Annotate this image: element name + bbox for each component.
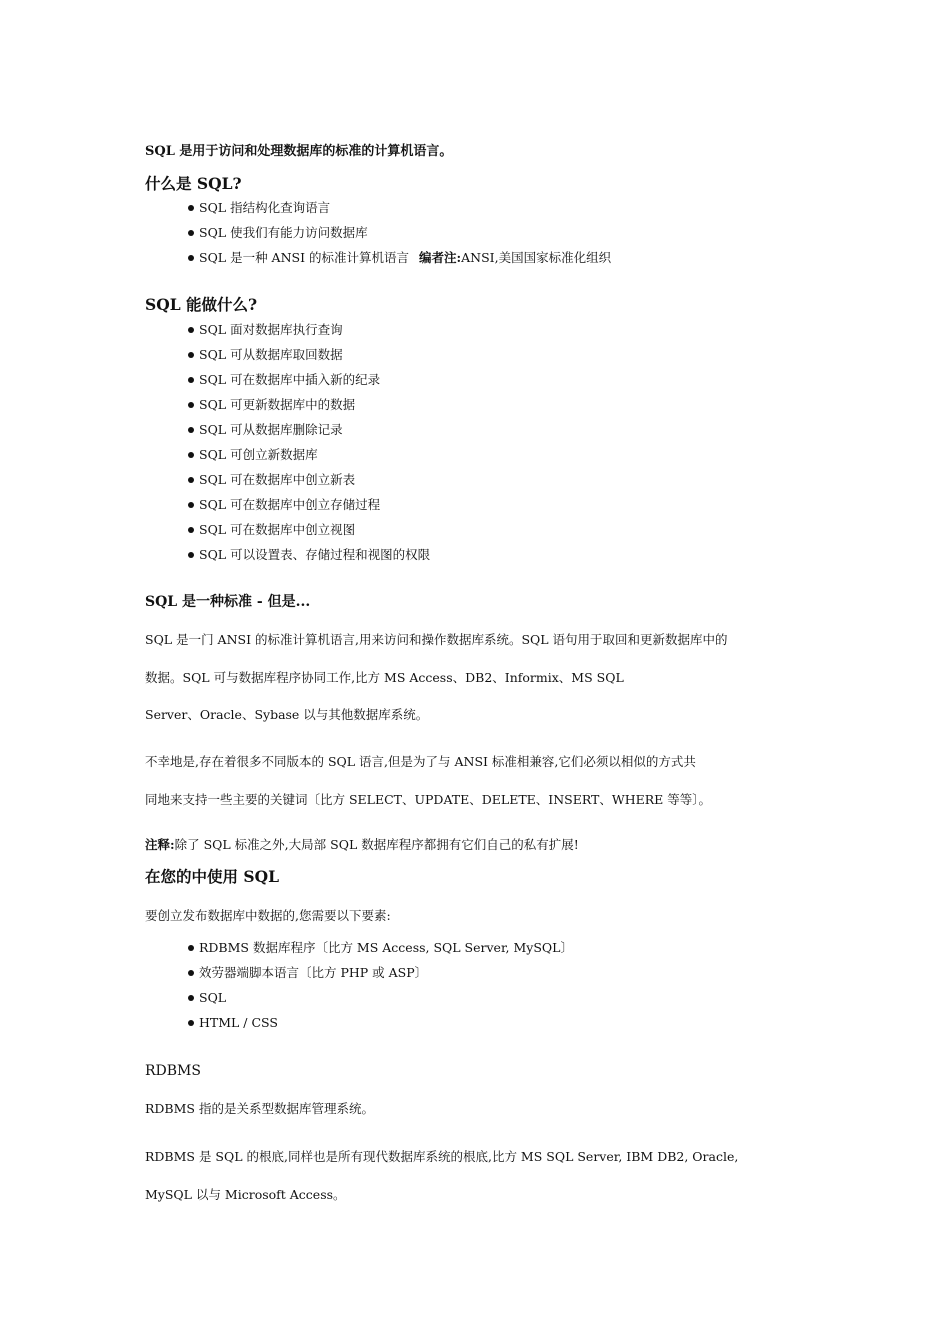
heading-what-can-sql-do: SQL 能做什么?: [145, 295, 258, 314]
list-item: 效劳器端脚本语言〔比方 PHP 或 ASP〕: [188, 960, 808, 985]
note-text: 除了 SQL 标准之外,大局部 SQL 数据库程序都拥有它们自己的私有扩展!: [174, 837, 579, 852]
editor-note-text: ANSI,美国国家标准化组织: [461, 250, 612, 265]
what-is-list: [188, 195, 808, 270]
bullet-icon: [188, 1020, 194, 1026]
bullet-icon: [188, 230, 194, 236]
bullet-icon: [188, 352, 194, 358]
list-item: SQL 面对数据库执行查询: [188, 317, 808, 342]
bullet-icon: [188, 327, 194, 333]
heading-sql-standard: SQL 是一种标准 - 但是...: [145, 594, 311, 610]
intro-text: SQL 是用于访问和处理数据库的标准的计算机语言。: [145, 144, 453, 159]
bullet-icon: [188, 995, 194, 1001]
note-label: 注释:: [145, 837, 175, 852]
list-item: SQL 可在数据库中插入新的纪录: [188, 367, 808, 392]
list-item: SQL 指结构化查询语言: [188, 195, 808, 220]
list-item: SQL 使我们有能力访问数据库: [188, 220, 808, 245]
editor-note-label: 编者注:: [419, 250, 462, 265]
standard-paragraph-2: 不幸地是,存在着很多不同版本的 SQL 语言,但是为了与 ANSI 标准相兼容,它们必须以相似的方式共 同地来支持一些主要的关键词〔比方 SELECT、UPDATE、DELETE、INSERT、WHERE 等等〕。: [145, 754, 712, 807]
heading-what-is-sql: 什么是 SQL?: [145, 174, 242, 193]
bullet-icon: [188, 477, 194, 483]
bullet-icon: [188, 377, 194, 383]
standard-paragraph-1: SQL 是一门 ANSI 的标准计算机语言,用来访问和操作数据库系统。SQL 语句用于取回和更新数据库中的 数据。SQL 可与数据库程序协同工作,比方 MS Access、DB2、Informix、MS SQL Server、Oracle、Sybase 以与其他数据库系统。: [145, 632, 728, 722]
use-sql-intro: 要创立发布数据库中数据的,您需要以下要素:: [145, 908, 391, 923]
list-item: RDBMS 数据库程序〔比方 MS Access, SQL Server, MySQL〕: [188, 935, 808, 960]
heading-rdbms: RDBMS: [145, 1063, 201, 1079]
list-item: SQL 可从数据库删除记录: [188, 417, 808, 442]
rdbms-definition: RDBMS 指的是关系型数据库管理系统。: [145, 1101, 374, 1116]
list-item: HTML / CSS: [188, 1010, 808, 1035]
list-item: SQL 可从数据库取回数据: [188, 342, 808, 367]
list-item: SQL 可在数据库中创立存储过程: [188, 492, 808, 517]
bullet-icon: [188, 502, 194, 508]
bullet-icon: [188, 552, 194, 558]
list-item: SQL 可在数据库中创立新表: [188, 467, 808, 492]
list-item: SQL 可更新数据库中的数据: [188, 392, 808, 417]
list-item: SQL 可创立新数据库: [188, 442, 808, 467]
heading-use-sql: 在您的中使用 SQL: [145, 867, 279, 886]
standard-note: [145, 836, 815, 854]
bullet-icon: [188, 402, 194, 408]
use-sql-list: [188, 935, 808, 1035]
bullet-icon: [188, 255, 194, 261]
rdbms-paragraph: RDBMS 是 SQL 的根底,同样也是所有现代数据库系统的根底,比方 MS SQL Server, IBM DB2, Oracle, MySQL 以与 Microsoft Access。: [145, 1149, 739, 1202]
bullet-icon: [188, 970, 194, 976]
bullet-icon: [188, 945, 194, 951]
list-item: SQL: [188, 985, 808, 1010]
list-item: SQL 可在数据库中创立视图: [188, 517, 808, 542]
bullet-icon: [188, 527, 194, 533]
list-item: SQL 可以设置表、存储过程和视图的权限: [188, 542, 808, 567]
bullet-icon: [188, 205, 194, 211]
bullet-icon: [188, 452, 194, 458]
list-item: SQL 是一种 ANSI 的标准计算机语言 编者注:ANSI,美国国家标准化组织: [188, 245, 808, 270]
bullet-icon: [188, 427, 194, 433]
can-do-list: [188, 317, 808, 567]
